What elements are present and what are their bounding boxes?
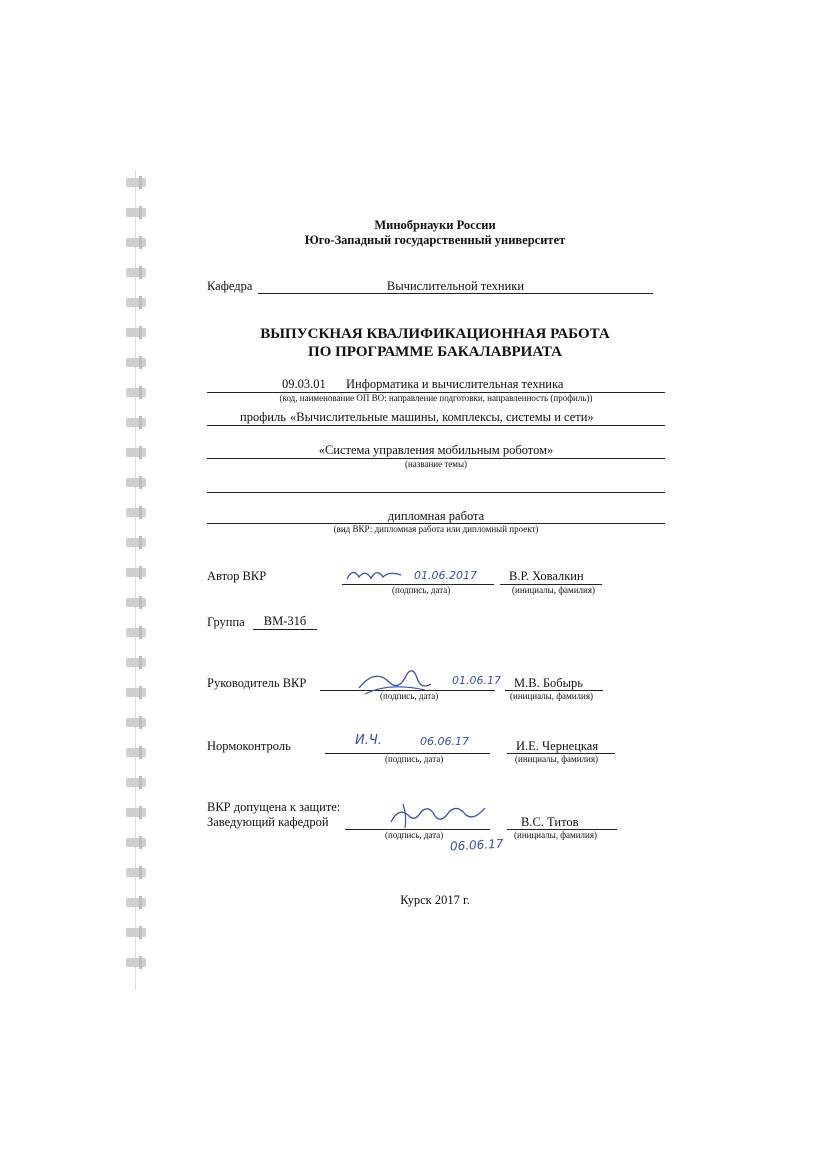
department-label: Кафедра xyxy=(207,279,253,293)
norm-control-name: И.Е. Чернецкая xyxy=(516,739,599,753)
norm-control-name-caption: (инициалы, фамилия) xyxy=(515,754,598,764)
supervisor-sign-caption: (подпись, дата) xyxy=(380,691,439,701)
work-title-line1: ВЫПУСКНАЯ КВАЛИФИКАЦИОННАЯ РАБОТА xyxy=(260,326,610,342)
supervisor-name: М.В. Бобырь xyxy=(514,676,583,690)
topic-value: «Система управления мобильным роботом» xyxy=(318,443,554,457)
admission-sign-date: 06.06.17 xyxy=(449,836,504,854)
head-name-caption: (инициалы, фамилия) xyxy=(514,830,597,840)
author-name: В.Р. Ховалкин xyxy=(509,569,584,583)
group-value: ВМ-31б xyxy=(263,614,307,628)
program-code: 09.03.01 xyxy=(282,377,326,391)
head-of-department-label: Заведующий кафедрой xyxy=(207,815,329,829)
group-label: Группа xyxy=(207,615,245,629)
work-type-caption: (вид ВКР: дипломная работа или дипломный проект) xyxy=(333,524,539,534)
place-year: Курск 2017 г. xyxy=(400,893,470,907)
spiral-binding xyxy=(126,178,148,978)
profile-underline xyxy=(207,425,665,426)
head-name: В.С. Титов xyxy=(521,815,579,829)
admission-sign-caption: (подпись, дата) xyxy=(385,830,444,840)
work-type-value: дипломная работа xyxy=(387,509,485,523)
supervisor-name-caption: (инициалы, фамилия) xyxy=(510,691,593,701)
university-name: Юго-Западный государственный университет xyxy=(304,233,566,247)
profile-value: «Вычислительные машины, комплексы, системы и сети» xyxy=(290,410,594,424)
group-underline xyxy=(253,629,317,630)
ministry-name: Минобрнауки России xyxy=(374,218,496,232)
program-name: Информатика и вычислительная техника xyxy=(346,377,564,391)
author-signature xyxy=(345,565,405,585)
author-label: Автор ВКР xyxy=(207,569,267,583)
topic-underline-2 xyxy=(207,492,665,493)
author-sign-date: 01.06.2017 xyxy=(414,569,477,582)
author-sign-caption: (подпись, дата) xyxy=(392,585,451,595)
profile-label: профиль xyxy=(240,410,286,424)
supervisor-label: Руководитель ВКР xyxy=(207,676,307,690)
program-caption: (код, наименование ОП ВО: направление подготовки, направленность (профиль)) xyxy=(279,393,593,403)
work-title-line2: ПО ПРОГРАММЕ БАКАЛАВРИАТА xyxy=(308,344,562,360)
supervisor-sign-date: 01.06.17 xyxy=(452,674,501,687)
department-value: Вычислительной техники xyxy=(386,279,525,293)
head-signature xyxy=(385,800,495,834)
norm-control-sign-date: 06.06.17 xyxy=(420,735,469,748)
author-name-caption: (инициалы, фамилия) xyxy=(512,585,595,595)
norm-control-sign-caption: (подпись, дата) xyxy=(385,754,444,764)
norm-control-signature: И.Ч. xyxy=(355,733,382,748)
admission-label: ВКР допущена к защите: xyxy=(207,800,341,814)
topic-caption: (название темы) xyxy=(404,459,468,469)
norm-control-label: Нормоконтроль xyxy=(207,739,291,753)
